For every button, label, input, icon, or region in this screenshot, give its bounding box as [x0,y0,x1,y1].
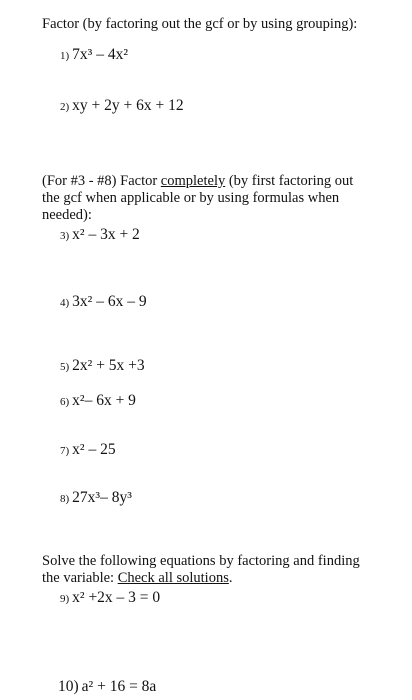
heading-text: . [228,570,233,586]
heading-text: the variable: [42,570,118,586]
problem-expression: 27x³– 8y³ [72,489,132,506]
problem-3 [60,226,140,245]
problem-number: 8) [60,493,70,505]
problem-number: 1) [60,50,70,62]
problem-8 [60,489,132,508]
section3-heading-line1: Solve the following equations by factoring and finding [42,553,360,569]
heading-text: (by first factoring out [225,173,354,189]
problem-2 [60,97,184,116]
problem-expression: a² + 16 = 8a [81,678,157,695]
problem-1 [60,46,128,65]
problem-6 [60,392,136,411]
problem-expression: x² +2x – 3 = 0 [72,589,161,606]
section1-heading: Factor (by factoring out the gcf or by using grouping): [42,16,358,32]
problem-number: 3) [60,230,70,242]
problem-number: 10) [58,678,79,695]
section2-heading-line3: needed): [42,207,92,223]
problem-7 [60,441,116,460]
problem-number: 5) [60,361,70,373]
problem-expression: 3x² – 6x – 9 [72,293,147,310]
heading-text: (For #3 - #8) Factor [42,173,161,189]
problem-number: 7) [60,445,70,457]
problem-number: 9) [60,593,70,605]
section2-heading-line2: the gcf when applicable or by using formulas when [42,190,340,206]
problem-expression: xy + 2y + 6x + 12 [72,97,184,114]
problem-expression: 2x² + 5x +3 [72,357,145,374]
problem-4 [60,293,147,312]
problem-number: 4) [60,297,70,309]
problem-expression: 7x³ – 4x² [72,46,128,63]
heading-emphasis: completely [160,173,226,189]
problem-9 [60,589,160,608]
problem-5 [60,357,145,376]
heading-emphasis: Check all solutions [117,570,229,586]
problem-number: 6) [60,396,70,408]
section3-heading-line2 [42,570,232,587]
problem-10 [58,678,156,696]
problem-expression: x²– 6x + 9 [72,392,136,409]
problem-expression: x² – 25 [72,441,116,458]
problem-expression: x² – 3x + 2 [72,226,140,243]
problem-number: 2) [60,101,70,113]
section2-heading-line1 [42,173,353,190]
